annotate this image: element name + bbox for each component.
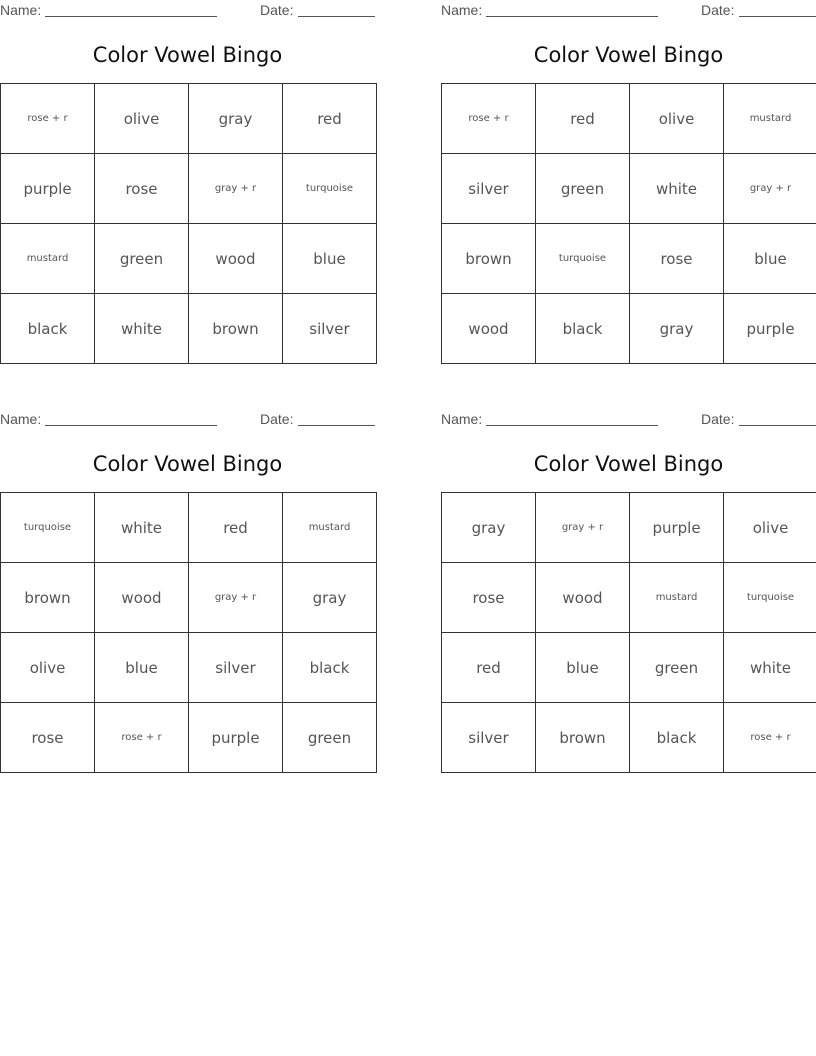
bingo-cell: blue xyxy=(724,224,816,294)
name-field-line xyxy=(486,16,658,17)
name-field-line xyxy=(45,425,217,426)
grid-row xyxy=(1,224,377,294)
bingo-cell: white xyxy=(724,633,816,703)
bingo-cell: gray + r xyxy=(189,154,283,224)
grid-row xyxy=(1,703,377,773)
bingo-grid xyxy=(0,492,377,773)
grid-row xyxy=(442,84,816,154)
date-field-line xyxy=(298,425,375,426)
bingo-cell: purple xyxy=(1,154,95,224)
bingo-cell: mustard xyxy=(724,84,816,154)
card-header xyxy=(441,2,816,20)
bingo-cell: black xyxy=(1,294,95,364)
card-header xyxy=(0,411,375,429)
grid-row xyxy=(442,224,816,294)
bingo-cell: gray xyxy=(442,493,536,563)
bingo-cell: wood xyxy=(536,563,630,633)
bingo-cell: silver xyxy=(442,154,536,224)
grid-row xyxy=(442,703,816,773)
bingo-cell: rose xyxy=(630,224,724,294)
name-label: Name: xyxy=(0,411,42,427)
bingo-cell: olive xyxy=(95,84,189,154)
grid-row xyxy=(1,563,377,633)
bingo-cell: turquoise xyxy=(536,224,630,294)
bingo-cell: brown xyxy=(536,703,630,773)
bingo-cell: silver xyxy=(189,633,283,703)
bingo-grid xyxy=(441,83,816,364)
bingo-cell: purple xyxy=(630,493,724,563)
bingo-cell: black xyxy=(536,294,630,364)
name-field-line xyxy=(486,425,658,426)
name-label: Name: xyxy=(441,411,483,427)
bingo-cell: rose + r xyxy=(724,703,816,773)
card-title: Color Vowel Bingo xyxy=(533,43,724,67)
bingo-cell: white xyxy=(95,294,189,364)
bingo-cell: black xyxy=(283,633,377,703)
bingo-cell: red xyxy=(189,493,283,563)
bingo-cell: olive xyxy=(724,493,816,563)
bingo-cell: green xyxy=(630,633,724,703)
bingo-cell: brown xyxy=(442,224,536,294)
bingo-cell: black xyxy=(630,703,724,773)
bingo-cell: wood xyxy=(442,294,536,364)
grid-row xyxy=(1,84,377,154)
card-title: Color Vowel Bingo xyxy=(92,43,283,67)
date-field-line xyxy=(298,16,375,17)
grid-row xyxy=(442,154,816,224)
bingo-cell: purple xyxy=(189,703,283,773)
bingo-cell: gray xyxy=(283,563,377,633)
date-field-line xyxy=(739,425,816,426)
bingo-cell: white xyxy=(630,154,724,224)
bingo-card xyxy=(0,0,375,365)
bingo-card xyxy=(0,409,375,774)
bingo-grid xyxy=(441,492,816,773)
bingo-cell: brown xyxy=(1,563,95,633)
bingo-cell: gray xyxy=(189,84,283,154)
bingo-cell: rose + r xyxy=(95,703,189,773)
grid-row xyxy=(1,633,377,703)
grid-row xyxy=(442,633,816,703)
bingo-cell: blue xyxy=(283,224,377,294)
card-header xyxy=(0,2,375,20)
bingo-cell: wood xyxy=(189,224,283,294)
bingo-cell: red xyxy=(442,633,536,703)
bingo-cell: turquoise xyxy=(1,493,95,563)
name-label: Name: xyxy=(441,2,483,18)
date-label: Date: xyxy=(701,2,735,18)
bingo-card xyxy=(441,409,816,774)
grid-row xyxy=(1,154,377,224)
bingo-cell: mustard xyxy=(630,563,724,633)
bingo-cell: rose + r xyxy=(1,84,95,154)
bingo-cell: red xyxy=(536,84,630,154)
name-label: Name: xyxy=(0,2,42,18)
bingo-cell: green xyxy=(536,154,630,224)
bingo-cell: mustard xyxy=(283,493,377,563)
date-label: Date: xyxy=(260,2,294,18)
bingo-cell: wood xyxy=(95,563,189,633)
bingo-cell: turquoise xyxy=(283,154,377,224)
bingo-cell: turquoise xyxy=(724,563,816,633)
date-label: Date: xyxy=(260,411,294,427)
bingo-cell: red xyxy=(283,84,377,154)
bingo-cell: gray + r xyxy=(724,154,816,224)
bingo-cell: silver xyxy=(283,294,377,364)
bingo-cell: mustard xyxy=(1,224,95,294)
bingo-cell: blue xyxy=(95,633,189,703)
date-field-line xyxy=(739,16,816,17)
name-field-line xyxy=(45,16,217,17)
bingo-cell: gray xyxy=(630,294,724,364)
card-title: Color Vowel Bingo xyxy=(533,452,724,476)
bingo-cell: purple xyxy=(724,294,816,364)
card-title: Color Vowel Bingo xyxy=(92,452,283,476)
grid-row xyxy=(442,563,816,633)
grid-row xyxy=(442,493,816,563)
bingo-card xyxy=(441,0,816,365)
bingo-cell: silver xyxy=(442,703,536,773)
bingo-cell: green xyxy=(283,703,377,773)
grid-row xyxy=(442,294,816,364)
bingo-cell: green xyxy=(95,224,189,294)
bingo-cell: blue xyxy=(536,633,630,703)
bingo-cell: gray + r xyxy=(536,493,630,563)
bingo-cell: rose xyxy=(1,703,95,773)
date-label: Date: xyxy=(701,411,735,427)
grid-row xyxy=(1,493,377,563)
bingo-cell: white xyxy=(95,493,189,563)
card-header xyxy=(441,411,816,429)
bingo-cell: olive xyxy=(1,633,95,703)
bingo-grid xyxy=(0,83,377,364)
bingo-cell: rose + r xyxy=(442,84,536,154)
bingo-cell: rose xyxy=(95,154,189,224)
bingo-cell: gray + r xyxy=(189,563,283,633)
bingo-cell: rose xyxy=(442,563,536,633)
bingo-cell: brown xyxy=(189,294,283,364)
grid-row xyxy=(1,294,377,364)
bingo-cell: olive xyxy=(630,84,724,154)
